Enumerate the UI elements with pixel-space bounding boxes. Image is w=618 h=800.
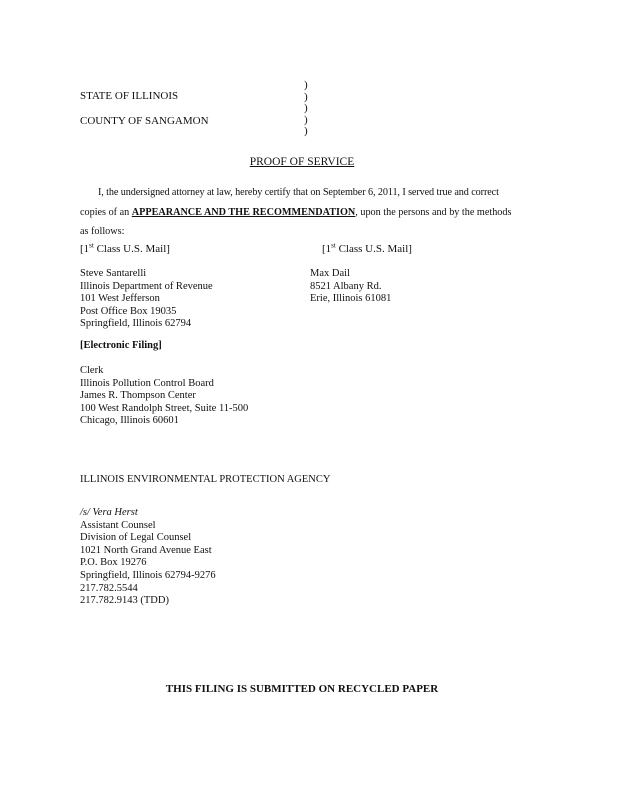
address-line: Steve Santarelli xyxy=(80,268,147,279)
recipient-right-address xyxy=(310,268,391,306)
signature-line: Assistant Counsel xyxy=(80,519,156,531)
address-line: Post Office Box 19035 xyxy=(80,305,177,317)
phone-line: 217.782.9143 (TDD) xyxy=(80,595,169,607)
page-title: PROOF OF SERVICE xyxy=(249,156,355,168)
paren: ) xyxy=(304,102,308,114)
recipient-clerk-address xyxy=(80,365,248,428)
agency-name: ILLINOIS ENVIRONMENTAL PROTECTION AGENCY xyxy=(80,474,331,485)
paren: ) xyxy=(304,90,308,103)
recipient-left-address xyxy=(80,268,213,331)
signature-block xyxy=(80,507,216,608)
address-line: Chicago, Illinois 60601 xyxy=(80,415,179,427)
address-line: 101 West Jefferson xyxy=(80,293,160,305)
paren: ) xyxy=(304,113,308,126)
address-line: Illinois Pollution Control Board xyxy=(80,377,214,389)
certification-line-2 xyxy=(80,207,511,218)
service-method-electronic: [Electronic Filing] xyxy=(80,340,162,351)
address-line: 8521 Albany Rd. xyxy=(310,280,382,292)
signature-line: Division of Legal Counsel xyxy=(80,532,192,544)
line2-pre: copies of an xyxy=(80,207,130,218)
service-method-left: [1st Class U.S. Mail] xyxy=(80,241,170,255)
address-line: Illinois Department of Revenue xyxy=(80,280,213,292)
caption-parentheses xyxy=(304,80,308,138)
service-method-right: [1st Class U.S. Mail] xyxy=(322,241,412,255)
phone-line: 217.782.5544 xyxy=(80,582,138,594)
address-line: Erie, Illinois 61081 xyxy=(310,293,392,305)
signature: /s/ Vera Herst xyxy=(80,507,138,518)
address-line: Clerk xyxy=(80,365,104,376)
line2-post: , upon the persons and by the methods xyxy=(355,207,512,218)
served-documents: APPEARANCE AND THE RECOMMENDATION xyxy=(131,207,356,218)
signature-line: P.O. Box 19276 xyxy=(80,557,147,569)
address-line: 100 West Randolph Street, Suite 11-500 xyxy=(80,402,249,414)
certification-line-1: I, the undersigned attorney at law, hereby certify that on September 6, 2011, I served true and correct xyxy=(98,187,499,198)
address-line: James R. Thompson Center xyxy=(80,390,196,402)
signature-line: 1021 North Grand Avenue East xyxy=(80,544,212,556)
address-line: Springfield, Illinois 62794 xyxy=(80,318,192,330)
county-caption: COUNTY OF SANGAMON xyxy=(80,115,209,127)
paren: ) xyxy=(304,79,308,91)
signature-line: Springfield, Illinois 62794-9276 xyxy=(80,569,216,581)
state-caption: STATE OF ILLINOIS xyxy=(80,90,179,102)
certification-line-3: as follows: xyxy=(80,226,125,237)
paren: ) xyxy=(304,125,308,137)
address-line: Max Dail xyxy=(310,268,350,279)
recycled-paper-notice: THIS FILING IS SUBMITTED ON RECYCLED PAPER xyxy=(165,683,439,695)
